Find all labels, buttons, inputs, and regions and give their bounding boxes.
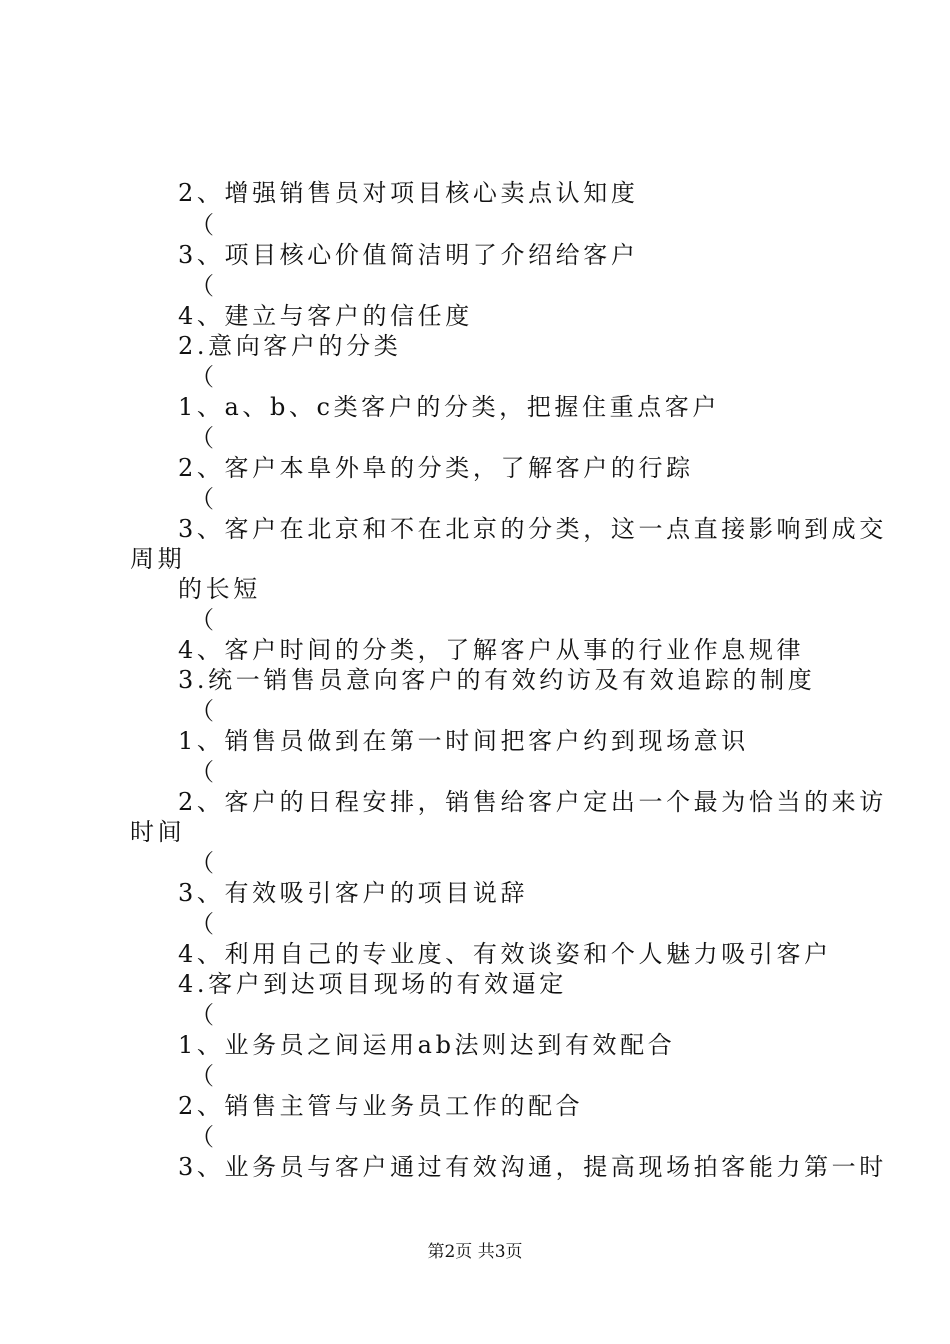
text-line: 4、利用自己的专业度、有效谈姿和个人魅力吸引客户	[178, 940, 832, 968]
text-line: （	[190, 697, 218, 725]
section-heading: 2.意向客户的分类	[178, 332, 402, 360]
text-line: 2、客户本阜外阜的分类，了解客户的行踪	[178, 454, 694, 482]
text-line: 周期	[130, 545, 186, 573]
text-line: 2、销售主管与业务员工作的配合	[178, 1092, 584, 1120]
page-footer: 第2页 共3页	[427, 1242, 523, 1262]
text-line: 的长短	[178, 575, 261, 603]
text-line: （	[190, 363, 218, 391]
text-line: （	[190, 758, 218, 786]
text-line: 2、客户的日程安排，销售给客户定出一个最为恰当的来访	[178, 788, 887, 816]
text-line: 1、销售员做到在第一时间把客户约到现场意识	[178, 727, 749, 755]
text-line: 4、建立与客户的信任度	[178, 302, 473, 330]
text-line: （	[190, 424, 218, 452]
text-line: 3、业务员与客户通过有效沟通，提高现场拍客能力第一时	[178, 1153, 887, 1181]
text-line: 3、客户在北京和不在北京的分类，这一点直接影响到成交	[178, 515, 887, 543]
section-heading: 4.客户到达项目现场的有效逼定	[178, 970, 567, 998]
text-line: （	[190, 1062, 218, 1090]
text-line: 时间	[130, 818, 186, 846]
text-line: （	[190, 910, 218, 938]
text-line: （	[190, 1123, 218, 1151]
text-line: 3、有效吸引客户的项目说辞	[178, 879, 529, 907]
text-line: （	[190, 272, 218, 300]
text-line: 2、增强销售员对项目核心卖点认知度	[178, 179, 639, 207]
text-line: 3、项目核心价值简洁明了介绍给客户	[178, 241, 639, 269]
text-line: （	[190, 211, 218, 239]
text-line: 4、客户时间的分类，了解客户从事的行业作息规律	[178, 636, 805, 664]
text-line: （	[190, 1001, 218, 1029]
text-line: 1、业务员之间运用ab法则达到有效配合	[178, 1031, 676, 1059]
text-line: （	[190, 485, 218, 513]
text-line: （	[190, 849, 218, 877]
section-heading: 3.统一销售员意向客户的有效约访及有效追踪的制度	[178, 666, 816, 694]
text-line: （	[190, 606, 218, 634]
text-line: 1、a、b、c类客户的分类，把握住重点客户	[178, 393, 720, 421]
